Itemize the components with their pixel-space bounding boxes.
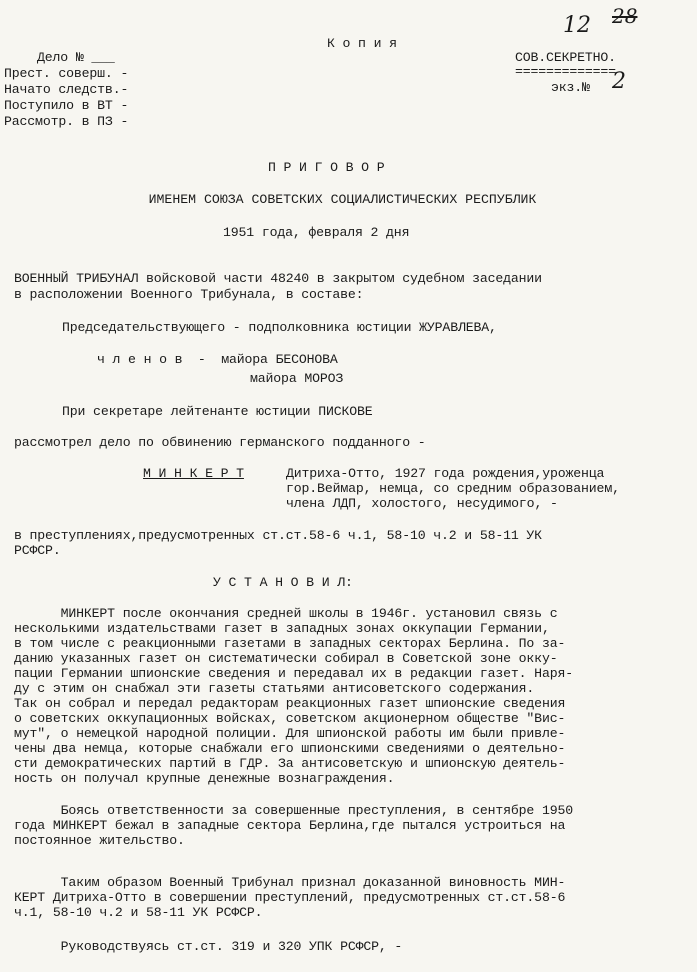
- p1-line: ду с этим он снабжал эти газеты статьями антисоветского содержания.: [14, 681, 535, 696]
- members-line: ч л е н о в - майора БЕСОНОВА: [97, 352, 338, 367]
- defendant-details-2: гор.Веймар, немца, со средним образованием,: [286, 481, 620, 496]
- copy-number: 2: [612, 69, 626, 94]
- p2-line: года МИНКЕРТ бежал в западные сектора Берлина,где пытался устроиться на: [14, 818, 566, 833]
- established-heading: У С Т А Н О В И Л:: [213, 575, 353, 590]
- sheet-number: 12: [563, 13, 591, 38]
- considered-pz: Рассмотр. в ПЗ -: [4, 114, 129, 129]
- defendant-surname: М И Н К Е Р Т: [143, 466, 244, 481]
- p1-line: пации Германии шпионские сведения и передавал их в редакции газет. Наря-: [14, 666, 573, 681]
- p1-line: сти демократических партий в ГДР. За антисоветскую и шпионскую деятель-: [14, 756, 566, 771]
- verdict-date: 1951 года, февраля 2 дня: [223, 225, 410, 240]
- considered-line: рассмотрел дело по обвинению германского подданного -: [14, 435, 426, 450]
- p4-line: Руководствуясь ст.ст. 319 и 320 УПК РСФСР, -: [14, 939, 403, 954]
- in-name-of: ИМЕНЕМ СОЮЗА СОВЕТСКИХ СОЦИАЛИСТИЧЕСКИХ РЕСПУБЛИК: [148, 192, 537, 207]
- p1-line: ность он получал крупные денежные вознаграждения.: [14, 771, 395, 786]
- crimes-line-2: РСФСР.: [14, 543, 61, 558]
- p2-line: Боясь ответственности за совершенные преступления, в сентябре 1950: [14, 803, 573, 818]
- sheet-number-struck: 28: [612, 4, 638, 28]
- p1-line: мут", о немецкой народной полиции. Для шпионской работы им были привле-: [14, 726, 566, 741]
- p3-line: ч.1, 58-10 ч.2 и 58-11 УК РСФСР.: [14, 905, 263, 920]
- case-number: Дело № ___: [37, 50, 115, 65]
- copy-number-label: экз.№: [551, 80, 590, 95]
- p3-line: КЕРТ Дитриха-Отто в совершении преступлений, предусмотренных ст.ст.58-6: [14, 890, 566, 905]
- tribunal-line-2: в расположении Военного Трибунала, в составе:: [14, 287, 364, 302]
- tribunal-line-1: ВОЕННЫЙ ТРИБУНАЛ войсковой части 48240 в закрытом судебном заседании: [14, 271, 542, 286]
- secretary-line: При секретаре лейтенанте юстиции ПИСКОВЕ: [62, 404, 373, 419]
- p1-line: данию указанных газет он систематически собирал в Советской зоне окку-: [14, 651, 558, 666]
- secret-stamp: СОВ.СЕКРЕТНО.: [515, 50, 616, 65]
- p3-line: Таким образом Военный Трибунал признал доказанной виновность МИН-: [14, 875, 566, 890]
- defendant-details-1: Дитриха-Отто, 1927 года рождения,уроженца: [286, 466, 605, 481]
- presiding-judge: Председательствующего - подполковника юстиции ЖУРАВЛЕВА,: [62, 320, 497, 335]
- p2-line: постоянное жительство.: [14, 833, 185, 848]
- p1-line: МИНКЕРТ после окончания средней школы в 1946г. установил связь с: [14, 606, 558, 621]
- p1-line: чены два немца, которые снабжали его шпионскими сведениями о деятельно-: [14, 741, 566, 756]
- verdict-heading: П Р И Г О В О Р: [268, 160, 385, 175]
- crime-committed: Прест. соверш. -: [4, 66, 129, 81]
- p1-line: несколькими издательствами газет в западных зонах оккупации Германии,: [14, 621, 550, 636]
- defendant-details-3: члена ЛДП, холостого, несудимого, -: [286, 496, 558, 511]
- member-moroz: майора МОРОЗ: [250, 371, 344, 386]
- copy-mark: К о п и я: [327, 36, 397, 51]
- p1-line: в том числе с реакционными газетами в западных секторах Берлина. По за-: [14, 636, 566, 651]
- crimes-line-1: в преступлениях,предусмотренных ст.ст.58-6 ч.1, 58-10 ч.2 и 58-11 УК: [14, 528, 542, 543]
- p1-line: Так он собрал и передал редакторам реакционных газет шпионские сведения: [14, 696, 566, 711]
- received-tribunal: Поступило в ВТ -: [4, 98, 129, 113]
- secret-underline: =============: [515, 64, 616, 79]
- investigation-started: Начато следств.-: [4, 82, 129, 97]
- p1-line: о советских оккупационных войсках, советском акционерном обществе "Вис-: [14, 711, 566, 726]
